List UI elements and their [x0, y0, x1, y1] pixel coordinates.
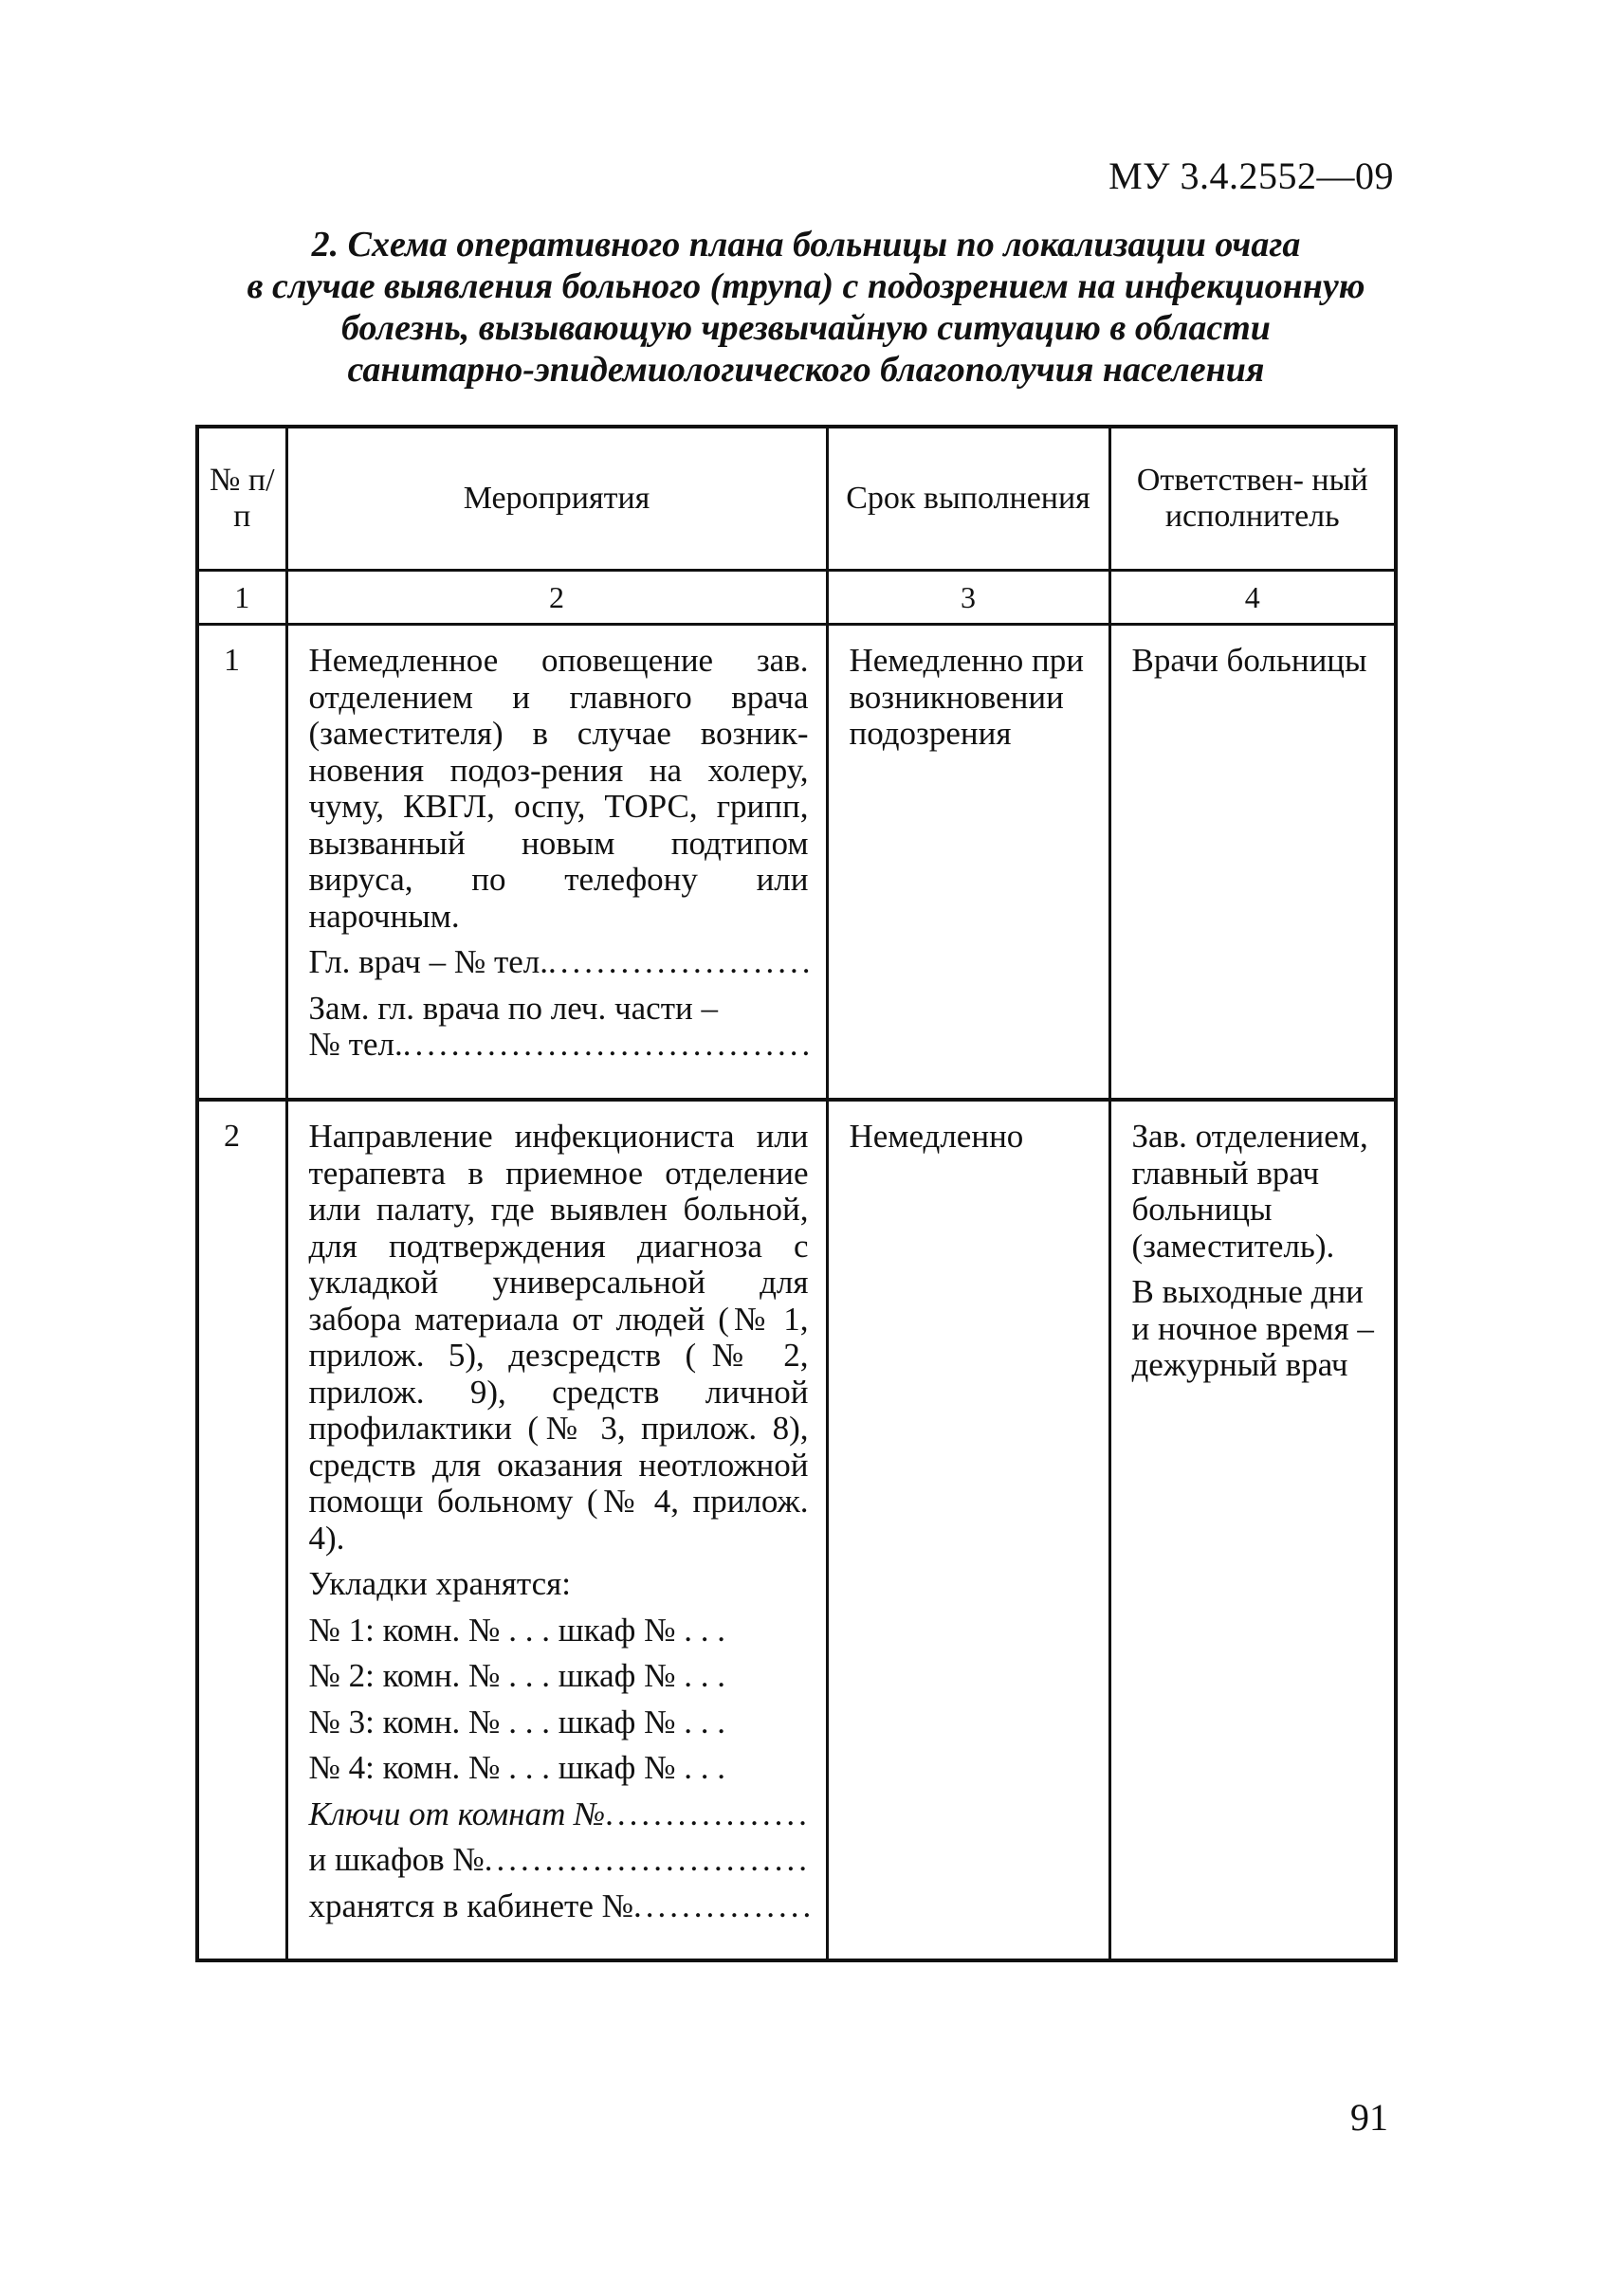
- cabinets-label: и шкафов №: [308, 1841, 485, 1878]
- office-label: хранятся в кабинете №: [308, 1886, 634, 1924]
- cabinets-line: [309, 1842, 809, 1879]
- chief-phone-label: Гл. врач – № тел.: [308, 943, 549, 980]
- storage-item: № 4: комн. № . . . шкаф № . . .: [308, 1749, 725, 1786]
- deputy-phone-label: № тел.: [308, 1026, 403, 1063]
- operational-plan-table: [195, 425, 1398, 1962]
- chief-phone-line: [309, 944, 809, 981]
- dot-leader: [605, 1796, 808, 1833]
- table-header-row: [197, 427, 1396, 571]
- row-number: 2: [197, 1100, 286, 1960]
- title-line-4: санитарно-эпидемиологического благополучия населения: [347, 350, 1265, 390]
- responsible-text: Врачи больницы: [1131, 642, 1367, 679]
- responsible-extra-text: В выходные дни и ночное время – дежурный врач: [1131, 1273, 1374, 1383]
- measures-text: Направление инфекциониста или терапевта в приемное отделение или палату, где выявлен больной, для подтверждения диагноза с укладкой универсальной для забора материала от людей (№ 1, прилож. 5), дезсредств (№ 2, прилож. 9), средств личной профилактики (№ 3, прилож. 8), средств для оказания неотложной помощи больному (№ 4, прилож. 4).: [308, 1118, 809, 1557]
- deadline-cell: [827, 625, 1109, 1101]
- responsible-cell: [1109, 625, 1396, 1101]
- responsible-cell: [1109, 1100, 1396, 1960]
- header-responsible: Ответствен- ный исполнитель: [1109, 427, 1396, 571]
- document-title: [171, 224, 1441, 391]
- storage-title: Укладки хранятся:: [308, 1565, 571, 1602]
- table-row: [197, 1100, 1396, 1960]
- row-number: 1: [197, 625, 286, 1101]
- keys-line: [309, 1796, 809, 1833]
- office-line: [309, 1888, 809, 1925]
- deadline-text: Немедленно: [849, 1118, 1024, 1155]
- dot-leader: [633, 1888, 808, 1925]
- measures-text: Немедленное оповещение зав. отделением и главного врача (заместителя) в случае возник-новения подоз-рения на холеру, чуму, КВГЛ, оспу, ТОРС, грипп, вызванный новым подтипом вируса, по телефону или нарочным.: [308, 642, 809, 935]
- measures-cell: [286, 1100, 827, 1960]
- storage-item: № 2: комн. № . . . шкаф № . . .: [308, 1657, 725, 1694]
- measures-cell: [286, 625, 827, 1101]
- title-line-3: болезнь, вызывающую чрезвычайную ситуацию в области: [341, 308, 1271, 348]
- responsible-text: Зав. отделением, главный врач больницы (заместитель).: [1131, 1118, 1368, 1265]
- storage-item: № 3: комн. № . . . шкаф № . . .: [308, 1703, 725, 1740]
- deadline-cell: [827, 1100, 1109, 1960]
- keys-label: Ключи от комнат №: [308, 1795, 606, 1832]
- column-number-4: 4: [1109, 571, 1396, 625]
- page-number: 91: [1350, 2096, 1388, 2139]
- column-number-3: 3: [827, 571, 1109, 625]
- dot-leader: [548, 944, 808, 981]
- dot-leader: [485, 1842, 809, 1879]
- column-number-row: [197, 571, 1396, 625]
- deadline-text: Немедленно при возникновении подозрения: [849, 642, 1085, 752]
- header-num: № п/п: [197, 427, 286, 571]
- column-number-1: 1: [197, 571, 286, 625]
- header-measures: Мероприятия: [286, 427, 827, 571]
- column-number-2: 2: [286, 571, 827, 625]
- deputy-line: Зам. гл. врача по леч. части –: [308, 989, 718, 1027]
- header-deadline: Срок выполнения: [827, 427, 1109, 571]
- title-line-2: в случае выявления больного (трупа) с подозрением на инфекционную: [247, 266, 1365, 306]
- dot-leader: [403, 1027, 809, 1064]
- title-line-1: 2. Схема оперативного плана больницы по локализации очага: [311, 225, 1301, 264]
- table-row: [197, 625, 1396, 1101]
- deputy-phone-line: [309, 1027, 809, 1064]
- storage-item: № 1: комн. № . . . шкаф № . . .: [308, 1611, 725, 1649]
- document-code: МУ 3.4.2552—09: [1108, 155, 1394, 197]
